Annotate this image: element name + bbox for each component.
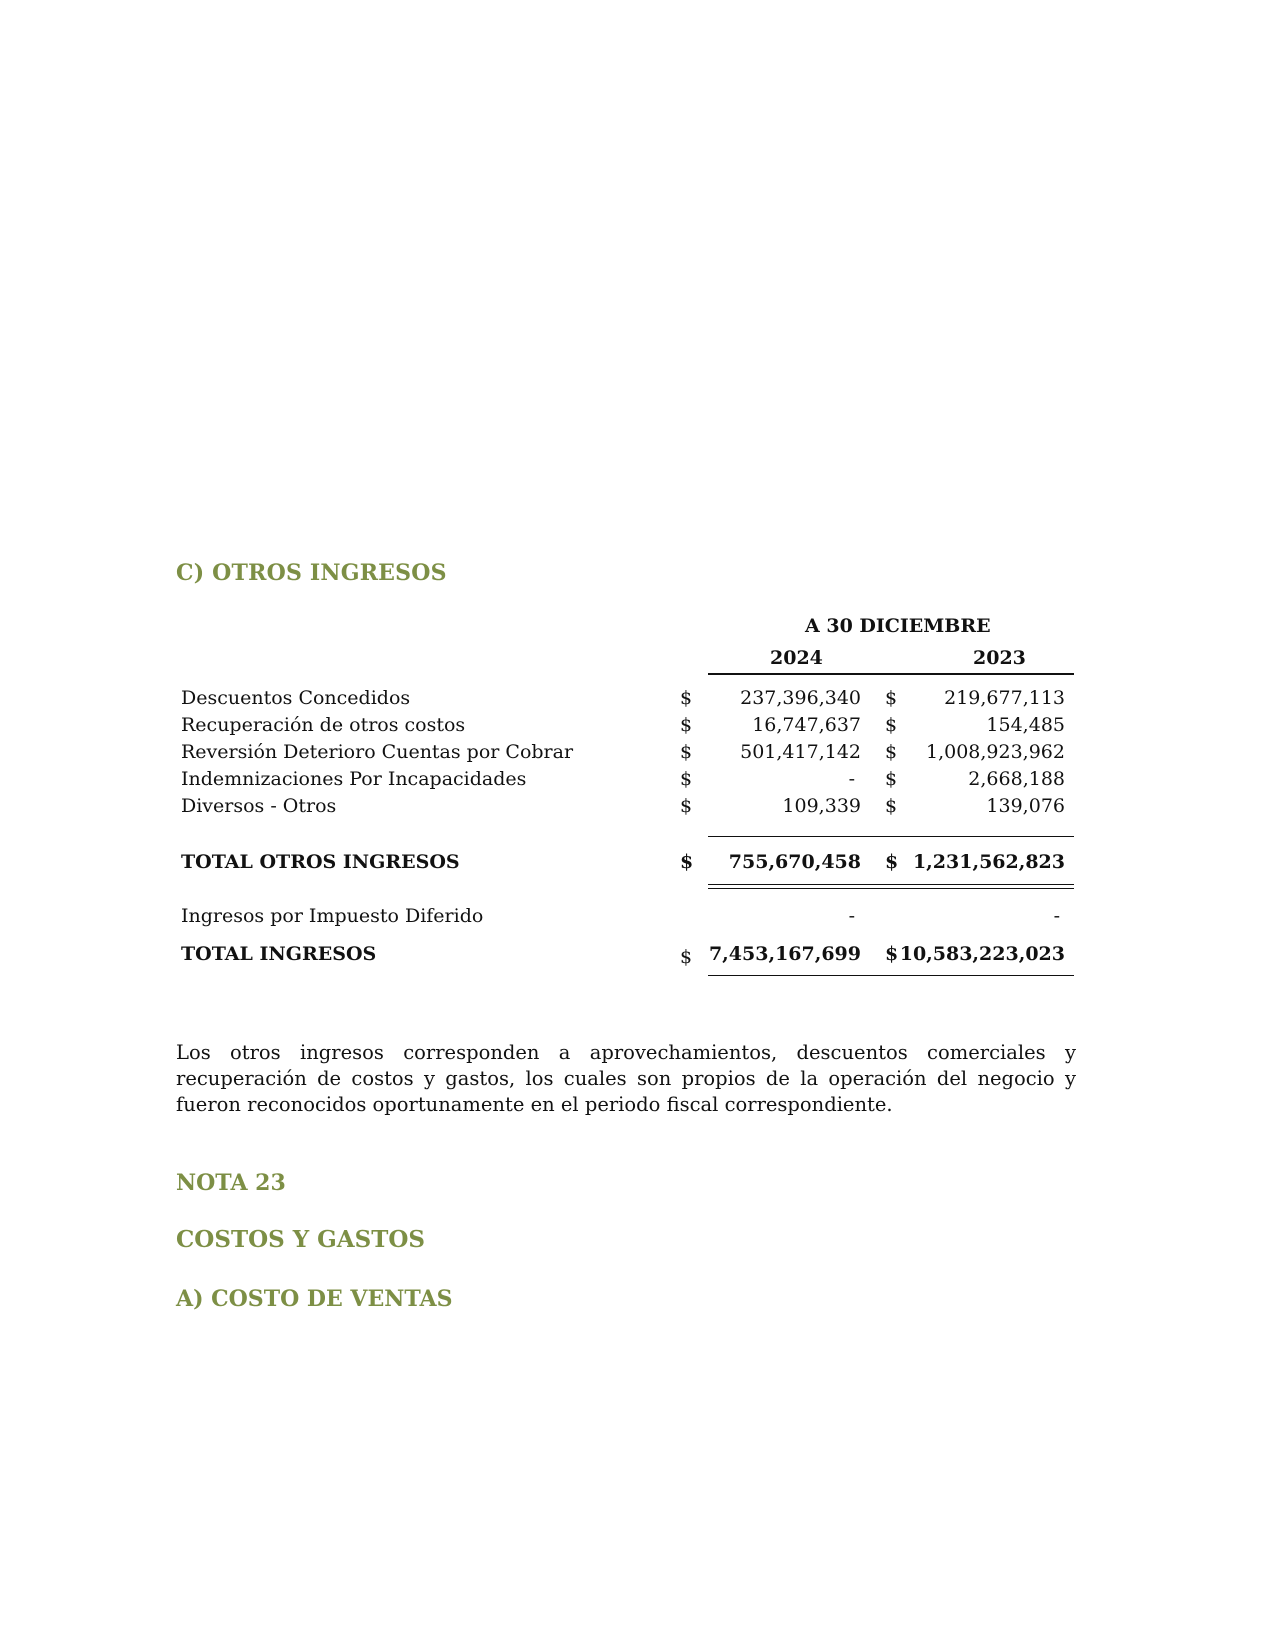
currency-symbol: $ [680, 768, 693, 790]
row-label: Descuentos Concedidos [181, 687, 411, 709]
row-label: Reversión Deterioro Cuentas por Cobrar [181, 741, 574, 763]
currency-symbol: $ [885, 851, 899, 873]
table-row [0, 741, 1275, 769]
currency-symbol: $ [885, 714, 898, 736]
value-2023: 1,008,923,962 [925, 741, 1065, 763]
total-ingresos-2023: 10,583,223,023 [899, 943, 1065, 965]
table-row [0, 795, 1275, 823]
period-header: A 30 DICIEMBRE [805, 615, 991, 637]
total-otros-2023: 1,231,562,823 [912, 851, 1065, 873]
value-2023: 219,677,113 [944, 687, 1065, 709]
nota-number: NOTA 23 [176, 1170, 286, 1196]
ingresos-diferido-row [0, 905, 1275, 933]
currency-symbol: $ [680, 714, 693, 736]
diferido-2023: - [1053, 905, 1060, 927]
value-2024: 16,747,637 [752, 714, 861, 736]
row-label: Diversos - Otros [181, 795, 337, 817]
total-ingresos-2024: 7,453,167,699 [708, 943, 861, 965]
table-row [0, 687, 1275, 715]
value-2023: 154,485 [986, 714, 1065, 736]
total-double-rule [708, 884, 1074, 889]
currency-symbol: $ [680, 741, 693, 763]
row-label: Recuperación de otros costos [181, 714, 466, 736]
value-2024: 501,417,142 [740, 741, 861, 763]
column-header-2024: 2024 [770, 647, 823, 669]
total-otros-2024: 755,670,458 [728, 851, 861, 873]
total-ingresos-label: TOTAL INGRESOS [181, 943, 377, 965]
total-otros-ingresos-label: TOTAL OTROS INGRESOS [181, 851, 460, 873]
total-ingresos-row [0, 943, 1275, 971]
currency-symbol: $ [885, 768, 898, 790]
ingresos-diferido-label: Ingresos por Impuesto Diferido [181, 905, 484, 927]
currency-symbol: $ [885, 741, 898, 763]
explanatory-paragraph: Los otros ingresos corresponden a aprovechamientos, descuentos comerciales y recuperación de costos y gastos, los cuales son propios de la operación del negocio y fueron reconocidos oportunamente en el periodo fiscal correspondiente. [176, 1041, 1076, 1116]
diferido-2024: - [848, 905, 855, 927]
currency-symbol: $ [680, 687, 693, 709]
value-2023: 139,076 [986, 795, 1065, 817]
value-2024: 109,339 [782, 795, 861, 817]
table-row [0, 768, 1275, 796]
subtotal-rule [708, 836, 1074, 837]
currency-symbol: $ [885, 943, 899, 965]
total-otros-ingresos-row [0, 851, 1275, 879]
total-ingresos-rule [708, 975, 1074, 976]
table-row [0, 714, 1275, 742]
header-rule [708, 673, 1074, 675]
row-label: Indemnizaciones Por Incapacidades [181, 768, 527, 790]
currency-symbol: $ [680, 946, 693, 968]
value-2024: - [848, 768, 855, 790]
nota-title: COSTOS Y GASTOS [176, 1226, 426, 1253]
currency-symbol: $ [885, 687, 898, 709]
section-heading-costo-ventas: A) COSTO DE VENTAS [176, 1286, 453, 1312]
currency-symbol: $ [885, 795, 898, 817]
value-2023: 2,668,188 [968, 768, 1065, 790]
currency-symbol: $ [680, 795, 693, 817]
currency-symbol: $ [680, 851, 694, 873]
column-header-2023: 2023 [973, 647, 1026, 669]
value-2024: 237,396,340 [740, 687, 861, 709]
section-heading-otros-ingresos: C) OTROS INGRESOS [176, 560, 447, 586]
